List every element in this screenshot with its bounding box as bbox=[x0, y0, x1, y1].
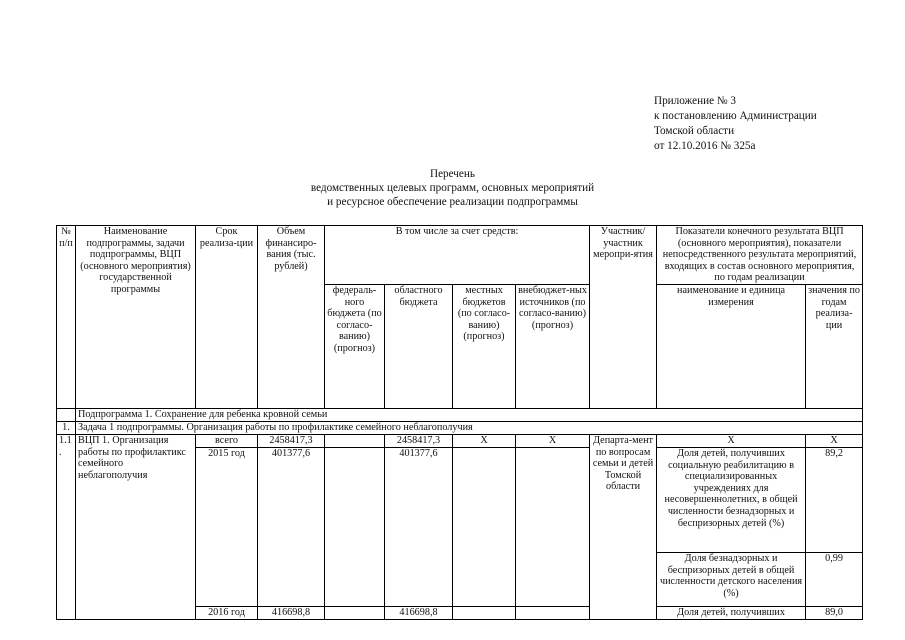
total-indicator-name: X bbox=[657, 434, 806, 447]
subprogram-num bbox=[57, 408, 76, 421]
y2016-federal bbox=[325, 606, 385, 619]
header-participant: Участник/ участник меропри-ятия bbox=[590, 226, 657, 409]
y2016-extra bbox=[516, 606, 590, 619]
total-extra: X bbox=[516, 434, 590, 447]
appendix-line-2: к постановлению Администрации bbox=[654, 110, 817, 122]
header-name: Наименование подпрограммы, задачи подпрограммы, ВЦП (основного мероприятия) государственной программы bbox=[76, 226, 196, 409]
y2016-regional: 416698,8 bbox=[385, 606, 453, 619]
programs-table bbox=[56, 225, 863, 620]
total-term: всего bbox=[196, 434, 258, 447]
total-regional: 2458417,3 bbox=[385, 434, 453, 447]
y2016-indicator-1-name: Доля детей, получивших bbox=[657, 606, 806, 619]
header-term: Срок реализа-ции bbox=[196, 226, 258, 409]
total-local: X bbox=[453, 434, 516, 447]
appendix-block bbox=[654, 94, 817, 154]
task-title: Задача 1 подпрограммы. Организация работы по профилактике семейного неблагополучия bbox=[76, 421, 863, 434]
subprogram-title: Подпрограмма 1. Сохранение для ребенка кровной семьи bbox=[76, 408, 863, 421]
total-federal bbox=[325, 434, 385, 447]
header-num: № п/п bbox=[57, 226, 76, 409]
appendix-line-3: Томской области bbox=[654, 125, 735, 137]
header-volume: Объем финансиро-вания (тыс. рублей) bbox=[258, 226, 325, 409]
title-line-2: ведомственных целевых программ, основных мероприятий bbox=[310, 182, 595, 194]
y2015-term: 2015 год bbox=[196, 447, 258, 606]
y2015-regional: 401377,6 bbox=[385, 447, 453, 606]
header-local: местных бюджетов (по согласо-ванию) (прогноз) bbox=[453, 284, 516, 408]
y2016-volume: 416698,8 bbox=[258, 606, 325, 619]
header-regional: областного бюджета bbox=[385, 284, 453, 408]
y2015-local bbox=[453, 447, 516, 606]
y2016-term: 2016 год bbox=[196, 606, 258, 619]
y2015-indicator-1-name: Доля детей, получивших социальную реабилитацию в специализированных учреждениях для несовершеннолетних, в общей численности безнадзорных и беспризорных детей (%) bbox=[657, 447, 806, 552]
total-volume: 2458417,3 bbox=[258, 434, 325, 447]
header-indicators: Показатели конечного результата ВЦП (основного мероприятия), показатели непосредственного результата мероприятий, входящих в состав основного мероприятия, по годам реализации bbox=[657, 226, 863, 285]
y2015-federal bbox=[325, 447, 385, 606]
y2016-indicator-1-value: 89,0 bbox=[806, 606, 863, 619]
y2015-volume: 401377,6 bbox=[258, 447, 325, 606]
y2015-indicator-1-value: 89,2 bbox=[806, 447, 863, 552]
title-line-3: и ресурсное обеспечение реализации подпрограммы bbox=[327, 196, 578, 208]
header-indicator-name: наименование и единица измерения bbox=[657, 284, 806, 408]
appendix-line-1: Приложение № 3 bbox=[654, 95, 736, 107]
vcp-name: ВЦП 1. Организация работы по профилактикс семейного неблагополучия bbox=[76, 434, 196, 619]
header-extra: внебюджет-ных источников (по согласо-ванию) (прогноз) bbox=[516, 284, 590, 408]
header-indicator-value: значения по годам реализа-ции bbox=[806, 284, 863, 408]
total-indicator-value: X bbox=[806, 434, 863, 447]
header-including: В том числе за счет средств: bbox=[325, 226, 590, 285]
task-num: 1. bbox=[57, 421, 76, 434]
title-line-1: Перечень bbox=[429, 168, 475, 180]
vcp-participant: Департа-мент по вопросам семьи и детей Томской области bbox=[590, 434, 657, 619]
appendix-line-4: от 12.10.2016 № 325а bbox=[654, 140, 756, 152]
y2016-local bbox=[453, 606, 516, 619]
document-title bbox=[0, 167, 905, 209]
y2015-extra bbox=[516, 447, 590, 606]
vcp-num: 1.1. bbox=[57, 434, 76, 619]
y2015-indicator-2-value: 0,99 bbox=[806, 552, 863, 606]
y2015-indicator-2-name: Доля безнадзорных и беспризорных детей в общей численности детского населения (%) bbox=[657, 552, 806, 606]
header-federal: федераль-ного бюджета (по согласо-ванию) (прогноз) bbox=[325, 284, 385, 408]
